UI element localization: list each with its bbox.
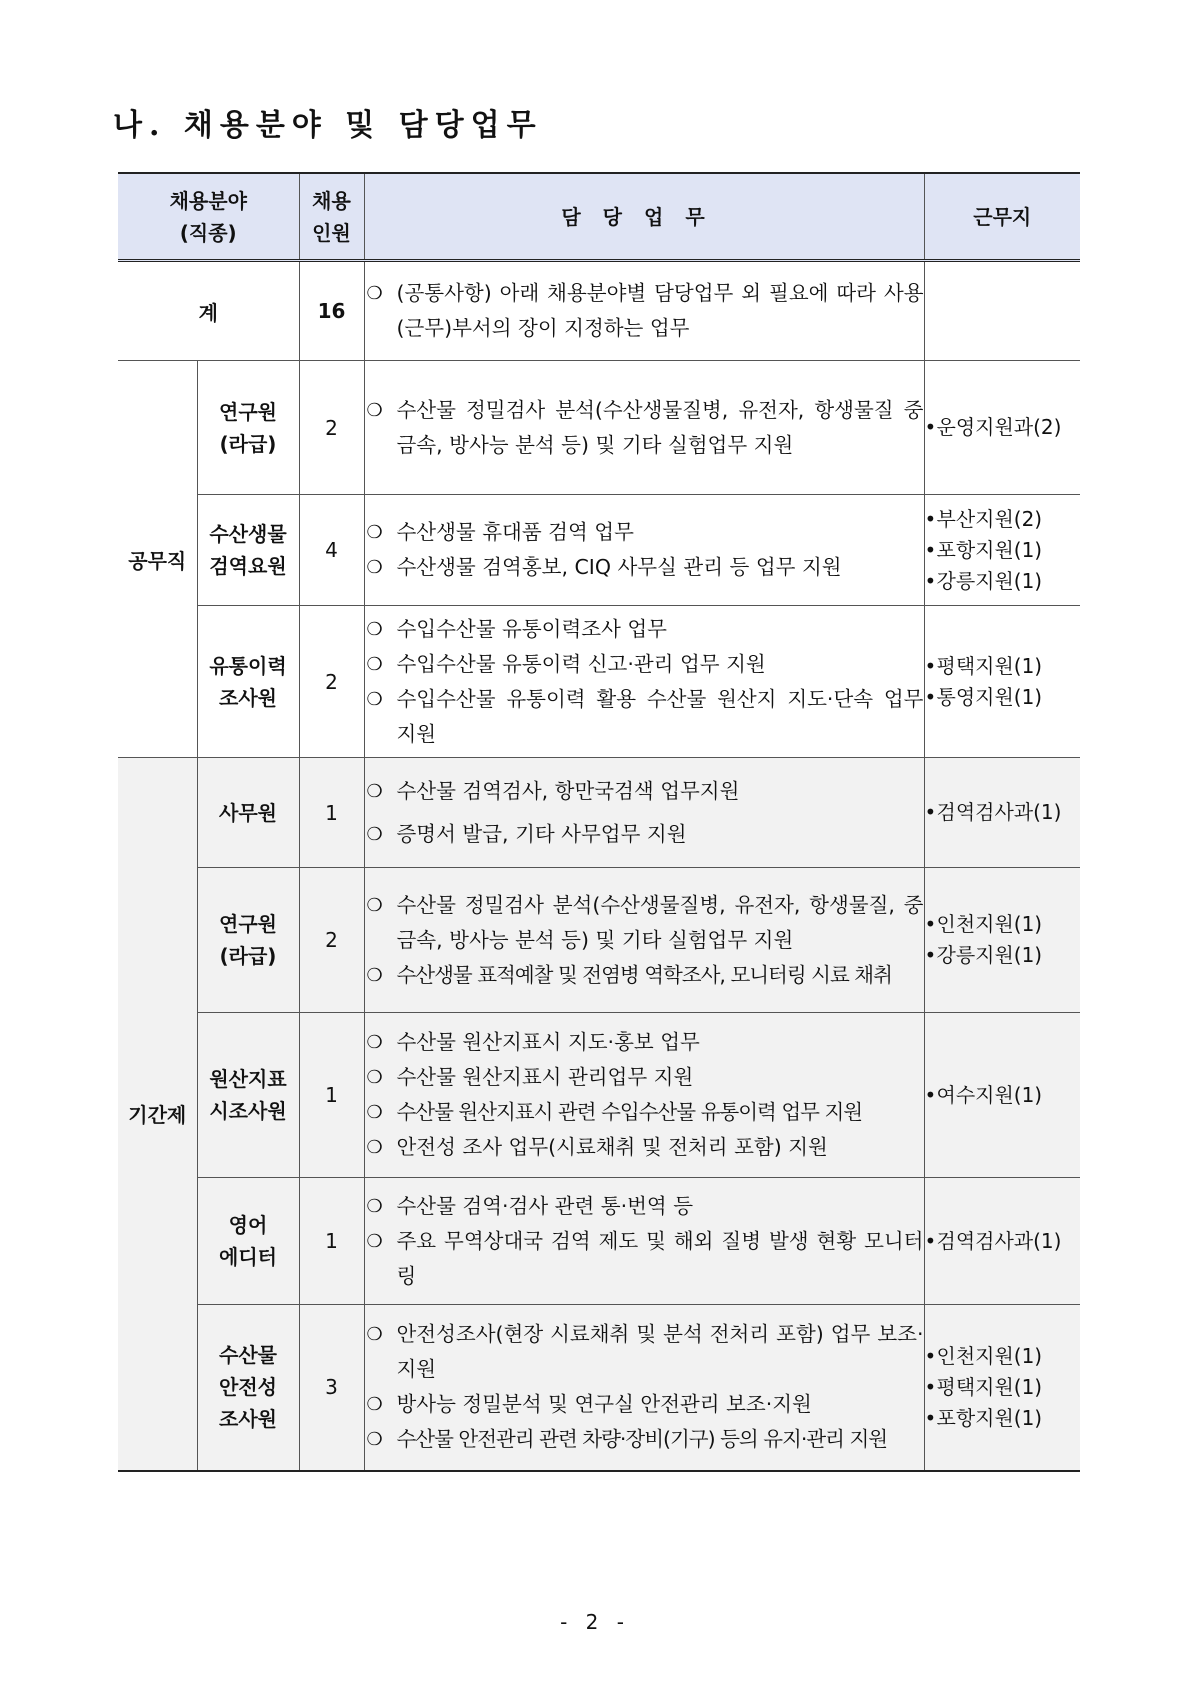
dot-bullet-icon: • xyxy=(924,1374,937,1399)
circle-bullet-icon: ❍ xyxy=(366,283,383,304)
location-cell xyxy=(924,606,1080,758)
circle-bullet-icon: ❍ xyxy=(366,964,382,986)
duty-item: ❍ 수산생물 표적예찰 및 전염병 역학조사, 모니터링 시료 채취 xyxy=(365,958,924,993)
duties-cell xyxy=(364,1305,924,1471)
location-item: • 인천지원(1) xyxy=(925,1341,1081,1372)
circle-bullet-icon: ❍ xyxy=(366,780,383,802)
table-row xyxy=(118,1305,1080,1471)
dot-bullet-icon: • xyxy=(924,800,937,824)
position-count: 1 xyxy=(299,1178,364,1305)
location-cell xyxy=(924,495,1080,606)
duty-item: ❍ 방사능 정밀분석 및 연구실 안전관리 보조·지원 xyxy=(365,1387,924,1422)
position-name: 사무원 xyxy=(197,758,299,868)
position-count: 2 xyxy=(299,361,364,495)
position-count: 1 xyxy=(299,758,364,868)
table-header-row xyxy=(118,173,1080,261)
circle-bullet-icon: ❍ xyxy=(366,1195,383,1217)
table-row xyxy=(118,495,1080,606)
duty-item: ❍ 주요 무역상대국 검역 제도 및 해외 질병 발생 현황 모니터링 xyxy=(365,1224,924,1294)
location-item: • 평택지원(1) xyxy=(925,651,1081,682)
position-count: 3 xyxy=(299,1305,364,1471)
duty-item: ❍ 수산생물 검역홍보, CIQ 사무실 관리 등 업무 지원 xyxy=(365,550,924,585)
location-item: • 포항지원(1) xyxy=(925,1403,1081,1434)
duties-cell xyxy=(364,606,924,758)
total-row xyxy=(118,261,1080,361)
duties-cell xyxy=(364,1013,924,1178)
position-name: 연구원 (라급) xyxy=(197,361,299,495)
circle-bullet-icon: ❍ xyxy=(366,522,383,543)
table-row xyxy=(118,1013,1080,1178)
duty-item: ❍ 수입수산물 유통이력조사 업무 xyxy=(365,612,924,647)
header-duties: 담당업무 xyxy=(364,173,924,261)
circle-bullet-icon: ❍ xyxy=(366,1067,383,1088)
duties-cell xyxy=(364,361,924,495)
header-field: 채용분야 (직종) xyxy=(118,173,299,261)
duty-item: ❍ (공통사항) 아래 채용분야별 담당업무 외 필요에 따라 사용(근무)부서의 장이 지정하는 업무 xyxy=(365,276,924,346)
location-item: • 평택지원(1) xyxy=(925,1372,1081,1403)
duty-item: ❍ 수산생물 휴대품 검역 업무 xyxy=(365,515,924,550)
duty-item: ❍ 안전성조사(현장 시료채취 및 분석 전처리 포함) 업무 보조·지원 xyxy=(365,1317,924,1387)
category-civil: 공무직 xyxy=(118,361,197,758)
location-item: • 통영지원(1) xyxy=(925,682,1081,713)
duty-item: ❍ 수산물 원산지표시 관련 수입수산물 유통이력 업무 지원 xyxy=(365,1095,924,1130)
circle-bullet-icon: ❍ xyxy=(366,688,383,710)
section-title: 나. 채용분야 및 담당업무 xyxy=(113,108,543,143)
position-name: 원산지표 시조사원 xyxy=(197,1013,299,1178)
total-label: 계 xyxy=(118,261,299,361)
table-row xyxy=(118,361,1080,495)
total-count: 16 xyxy=(299,261,364,361)
position-count: 4 xyxy=(299,495,364,606)
position-name: 수산생물 검역요원 xyxy=(197,495,299,606)
duty-item: ❍ 수산물 원산지표시 관리업무 지원 xyxy=(365,1060,924,1095)
location-item: • 포항지원(1) xyxy=(925,535,1081,566)
circle-bullet-icon: ❍ xyxy=(366,1429,382,1451)
table-row xyxy=(118,758,1080,868)
duty-item: ❍ 수산물 검역검사, 항만국검색 업무지원 xyxy=(365,774,924,809)
table-row xyxy=(118,606,1080,758)
duty-item: ❍ 수산물 원산지표시 지도·홍보 업무 xyxy=(365,1025,924,1060)
location-item: • 검역검사과(1) xyxy=(925,1226,1081,1257)
location-item: • 부산지원(2) xyxy=(925,504,1081,535)
dot-bullet-icon: • xyxy=(924,1082,937,1107)
location-cell xyxy=(924,1305,1080,1471)
dot-bullet-icon: • xyxy=(924,537,937,562)
position-count: 2 xyxy=(299,606,364,758)
circle-bullet-icon: ❍ xyxy=(366,653,383,675)
duty-item: ❍ 증명서 발급, 기타 사무업무 지원 xyxy=(365,817,924,852)
position-count: 1 xyxy=(299,1013,364,1178)
circle-bullet-icon: ❍ xyxy=(366,1102,382,1123)
dot-bullet-icon: • xyxy=(924,506,937,531)
table-row xyxy=(118,868,1080,1013)
circle-bullet-icon: ❍ xyxy=(366,1137,383,1158)
location-item: • 강릉지원(1) xyxy=(925,566,1081,597)
dot-bullet-icon: • xyxy=(924,912,937,936)
circle-bullet-icon: ❍ xyxy=(366,1230,383,1252)
duty-item: ❍ 안전성 조사 업무(시료채취 및 전처리 포함) 지원 xyxy=(365,1130,924,1165)
location-cell xyxy=(924,868,1080,1013)
duties-cell xyxy=(364,758,924,868)
location-item: • 강릉지원(1) xyxy=(925,940,1081,971)
location-cell xyxy=(924,1178,1080,1305)
position-name: 유통이력 조사원 xyxy=(197,606,299,758)
page-number: - 2 - xyxy=(560,1610,630,1634)
circle-bullet-icon: ❍ xyxy=(366,823,383,845)
header-location: 근무지 xyxy=(924,173,1080,261)
position-count: 2 xyxy=(299,868,364,1013)
location-item: • 운영지원과(2) xyxy=(925,412,1081,443)
dot-bullet-icon: • xyxy=(924,943,937,967)
location-cell xyxy=(924,758,1080,868)
total-duties xyxy=(364,261,924,361)
location-item: • 여수지원(1) xyxy=(925,1080,1081,1111)
total-location xyxy=(924,261,1080,361)
dot-bullet-icon: • xyxy=(924,568,937,593)
location-cell xyxy=(924,1013,1080,1178)
duty-item: ❍ 수산물 정밀검사 분석(수산생물질병, 유전자, 항생물질 중금속, 방사능 분석 등) 및 기타 실험업무 지원 xyxy=(365,393,924,463)
duties-cell xyxy=(364,495,924,606)
location-item: • 검역검사과(1) xyxy=(925,797,1081,828)
dot-bullet-icon: • xyxy=(924,1343,937,1368)
duties-cell xyxy=(364,1178,924,1305)
duties-cell xyxy=(364,868,924,1013)
position-name: 영어 에디터 xyxy=(197,1178,299,1305)
circle-bullet-icon: ❍ xyxy=(366,618,383,640)
duty-item: ❍ 수산물 정밀검사 분석(수산생물질병, 유전자, 항생물질, 중금속, 방사능 분석 등) 및 기타 실험업무 지원 xyxy=(365,888,924,958)
position-name: 연구원 (라급) xyxy=(197,868,299,1013)
circle-bullet-icon: ❍ xyxy=(366,557,383,578)
header-count: 채용 인원 xyxy=(299,173,364,261)
dot-bullet-icon: • xyxy=(924,684,937,709)
position-name: 수산물 안전성 조사원 xyxy=(197,1305,299,1471)
recruitment-table xyxy=(118,172,1080,1472)
dot-bullet-icon: • xyxy=(924,1228,937,1253)
circle-bullet-icon: ❍ xyxy=(366,399,383,421)
category-fixed-term: 기간제 xyxy=(118,758,197,1471)
dot-bullet-icon: • xyxy=(924,415,937,439)
circle-bullet-icon: ❍ xyxy=(366,894,383,916)
dot-bullet-icon: • xyxy=(924,1405,937,1430)
duty-item: ❍ 수입수산물 유통이력 활용 수산물 원산지 지도·단속 업무 지원 xyxy=(365,682,924,752)
circle-bullet-icon: ❍ xyxy=(366,1032,383,1053)
location-item: • 인천지원(1) xyxy=(925,909,1081,940)
dot-bullet-icon: • xyxy=(924,653,937,678)
location-cell xyxy=(924,361,1080,495)
duty-item: ❍ 수산물 검역·검사 관련 통·번역 등 xyxy=(365,1189,924,1224)
table-row xyxy=(118,1178,1080,1305)
circle-bullet-icon: ❍ xyxy=(366,1394,383,1416)
duty-item: ❍ 수산물 안전관리 관련 차량·장비(기구) 등의 유지·관리 지원 xyxy=(365,1422,924,1457)
circle-bullet-icon: ❍ xyxy=(366,1324,383,1346)
duty-item: ❍ 수입수산물 유통이력 신고·관리 업무 지원 xyxy=(365,647,924,682)
